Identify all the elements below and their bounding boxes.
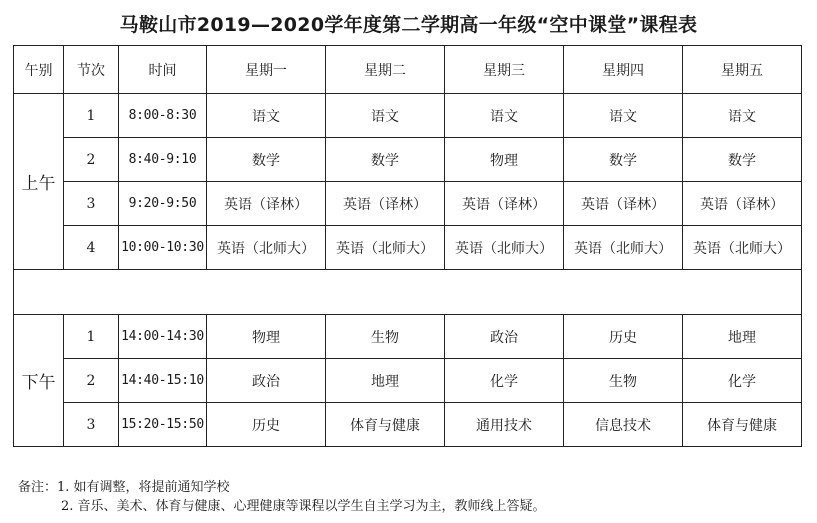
subject-cell: 数学 xyxy=(207,138,326,182)
notes xyxy=(18,478,546,516)
subject-cell: 生物 xyxy=(326,315,445,359)
period-number: 2 xyxy=(64,359,119,403)
subject-cell: 历史 xyxy=(207,403,326,447)
subject-cell: 化学 xyxy=(445,359,564,403)
subject-cell: 体育与健康 xyxy=(326,403,445,447)
subject-cell: 物理 xyxy=(207,315,326,359)
session-label-morning: 上午 xyxy=(14,94,64,270)
subject-cell: 英语（译林） xyxy=(326,182,445,226)
session-label-afternoon: 下午 xyxy=(14,315,64,447)
subject-cell: 英语（译林） xyxy=(564,182,683,226)
period-time: 14:40-15:10 xyxy=(119,359,207,403)
note-line-1 xyxy=(18,478,546,497)
period-time: 8:00-8:30 xyxy=(119,94,207,138)
table-row xyxy=(14,359,802,403)
subject-cell: 政治 xyxy=(207,359,326,403)
subject-cell: 化学 xyxy=(683,359,802,403)
subject-cell: 生物 xyxy=(564,359,683,403)
period-number: 3 xyxy=(64,182,119,226)
subject-cell: 英语（译林） xyxy=(445,182,564,226)
page-title: 马鞍山市2019—2020学年度第二学期高一年级“空中课堂”课程表 xyxy=(119,14,698,36)
period-number: 1 xyxy=(64,315,119,359)
subject-cell: 语文 xyxy=(683,94,802,138)
subject-cell: 英语（北师大） xyxy=(326,226,445,270)
subject-cell: 语文 xyxy=(326,94,445,138)
note-prefix: 备注： xyxy=(18,480,58,495)
subject-cell: 英语（译林） xyxy=(683,182,802,226)
schedule-table xyxy=(13,45,802,447)
subject-cell: 英语（北师大） xyxy=(683,226,802,270)
header-cell-wednesday: 星期三 xyxy=(445,46,564,94)
period-time: 14:00-14:30 xyxy=(119,315,207,359)
break-row xyxy=(14,270,802,315)
subject-cell: 历史 xyxy=(564,315,683,359)
subject-cell: 地理 xyxy=(683,315,802,359)
note-text-1: 1. 如有调整，将提前通知学校 xyxy=(57,480,230,495)
header-cell-thursday: 星期四 xyxy=(564,46,683,94)
period-number: 4 xyxy=(64,226,119,270)
note-line-2: 2. 音乐、美术、体育与健康、心理健康等课程以学生自主学习为主，教师线上答疑。 xyxy=(61,499,546,514)
subject-cell: 数学 xyxy=(564,138,683,182)
header-cell-session: 午别 xyxy=(14,46,64,94)
subject-cell: 语文 xyxy=(564,94,683,138)
header-cell-tuesday: 星期二 xyxy=(326,46,445,94)
subject-cell: 数学 xyxy=(683,138,802,182)
table-row xyxy=(14,94,802,138)
break-cell xyxy=(14,270,802,315)
period-number: 3 xyxy=(64,403,119,447)
table-row xyxy=(14,138,802,182)
header-cell-friday: 星期五 xyxy=(683,46,802,94)
header-cell-time: 时间 xyxy=(119,46,207,94)
period-time: 15:20-15:50 xyxy=(119,403,207,447)
subject-cell: 通用技术 xyxy=(445,403,564,447)
period-time: 8:40-9:10 xyxy=(119,138,207,182)
subject-cell: 英语（北师大） xyxy=(207,226,326,270)
subject-cell: 英语（北师大） xyxy=(564,226,683,270)
period-time: 9:20-9:50 xyxy=(119,182,207,226)
subject-cell: 语文 xyxy=(207,94,326,138)
subject-cell: 政治 xyxy=(445,315,564,359)
subject-cell: 语文 xyxy=(445,94,564,138)
subject-cell: 英语（译林） xyxy=(207,182,326,226)
subject-cell: 数学 xyxy=(326,138,445,182)
period-number: 2 xyxy=(64,138,119,182)
header-cell-period: 节次 xyxy=(64,46,119,94)
header-row xyxy=(14,46,802,94)
table-row xyxy=(14,315,802,359)
table-row xyxy=(14,182,802,226)
subject-cell: 体育与健康 xyxy=(683,403,802,447)
header-cell-monday: 星期一 xyxy=(207,46,326,94)
table-row xyxy=(14,226,802,270)
subject-cell: 物理 xyxy=(445,138,564,182)
period-number: 1 xyxy=(64,94,119,138)
table-row xyxy=(14,403,802,447)
subject-cell: 英语（北师大） xyxy=(445,226,564,270)
subject-cell: 地理 xyxy=(326,359,445,403)
period-time: 10:00-10:30 xyxy=(119,226,207,270)
subject-cell: 信息技术 xyxy=(564,403,683,447)
